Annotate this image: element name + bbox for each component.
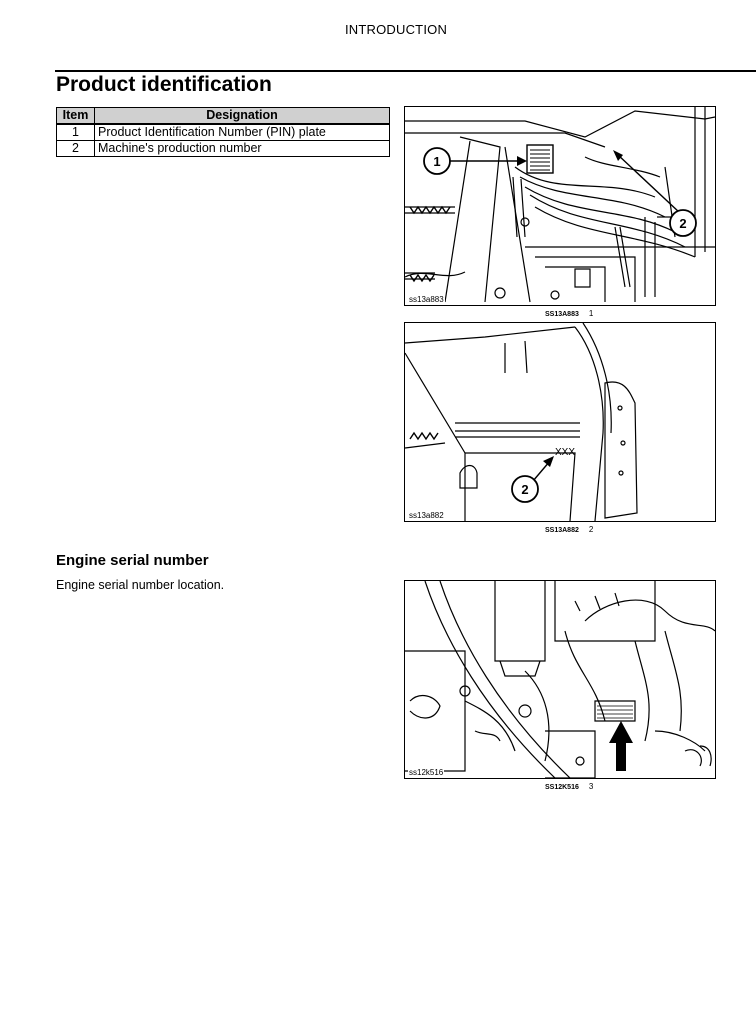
running-header: INTRODUCTION: [344, 22, 448, 37]
table-header-designation: Designation: [95, 108, 390, 125]
figure-engine-serial: [404, 580, 716, 779]
figure-2-illustration: [405, 323, 715, 521]
table-row: [57, 124, 390, 141]
figure-production-number: [404, 322, 716, 522]
callout-2: 2: [679, 216, 687, 231]
figure-3-caption: [545, 782, 593, 791]
table-cell-item: 1: [57, 124, 95, 141]
title-rule: [55, 70, 756, 72]
table-cell-designation: Product Identification Number (PIN) plate: [95, 124, 390, 141]
caption-code: SS12K516: [545, 784, 579, 791]
table-cell-designation: Machine's production number: [95, 141, 390, 157]
production-number-marking: XXX: [554, 447, 576, 458]
figure-image-id: ss13a883: [409, 295, 444, 304]
table-row: [57, 141, 390, 157]
engine-serial-title: Engine serial number: [56, 552, 209, 569]
figure-2-caption: [545, 525, 593, 534]
caption-number: 2: [588, 525, 594, 534]
callout-1: 1: [433, 154, 441, 169]
table-header-row: [57, 108, 390, 125]
figure-pin-plate: [404, 106, 716, 306]
caption-code: SS13A882: [545, 527, 579, 534]
caption-number: 1: [588, 309, 594, 318]
caption-number: 3: [588, 782, 594, 791]
figure-3-illustration: [405, 581, 715, 778]
identification-table: [56, 107, 390, 157]
callout-2: 2: [521, 482, 529, 497]
figure-image-id: ss12k516: [409, 768, 444, 777]
figure-image-id: ss13a882: [409, 511, 444, 520]
section-title: Product identification: [56, 73, 272, 96]
engine-serial-text: Engine serial number location.: [56, 578, 225, 592]
caption-code: SS13A883: [545, 311, 579, 318]
table-header-item: Item: [57, 108, 95, 125]
table-cell-item: 2: [57, 141, 95, 157]
figure-1-illustration: [405, 107, 715, 305]
figure-1-caption: [545, 309, 593, 318]
